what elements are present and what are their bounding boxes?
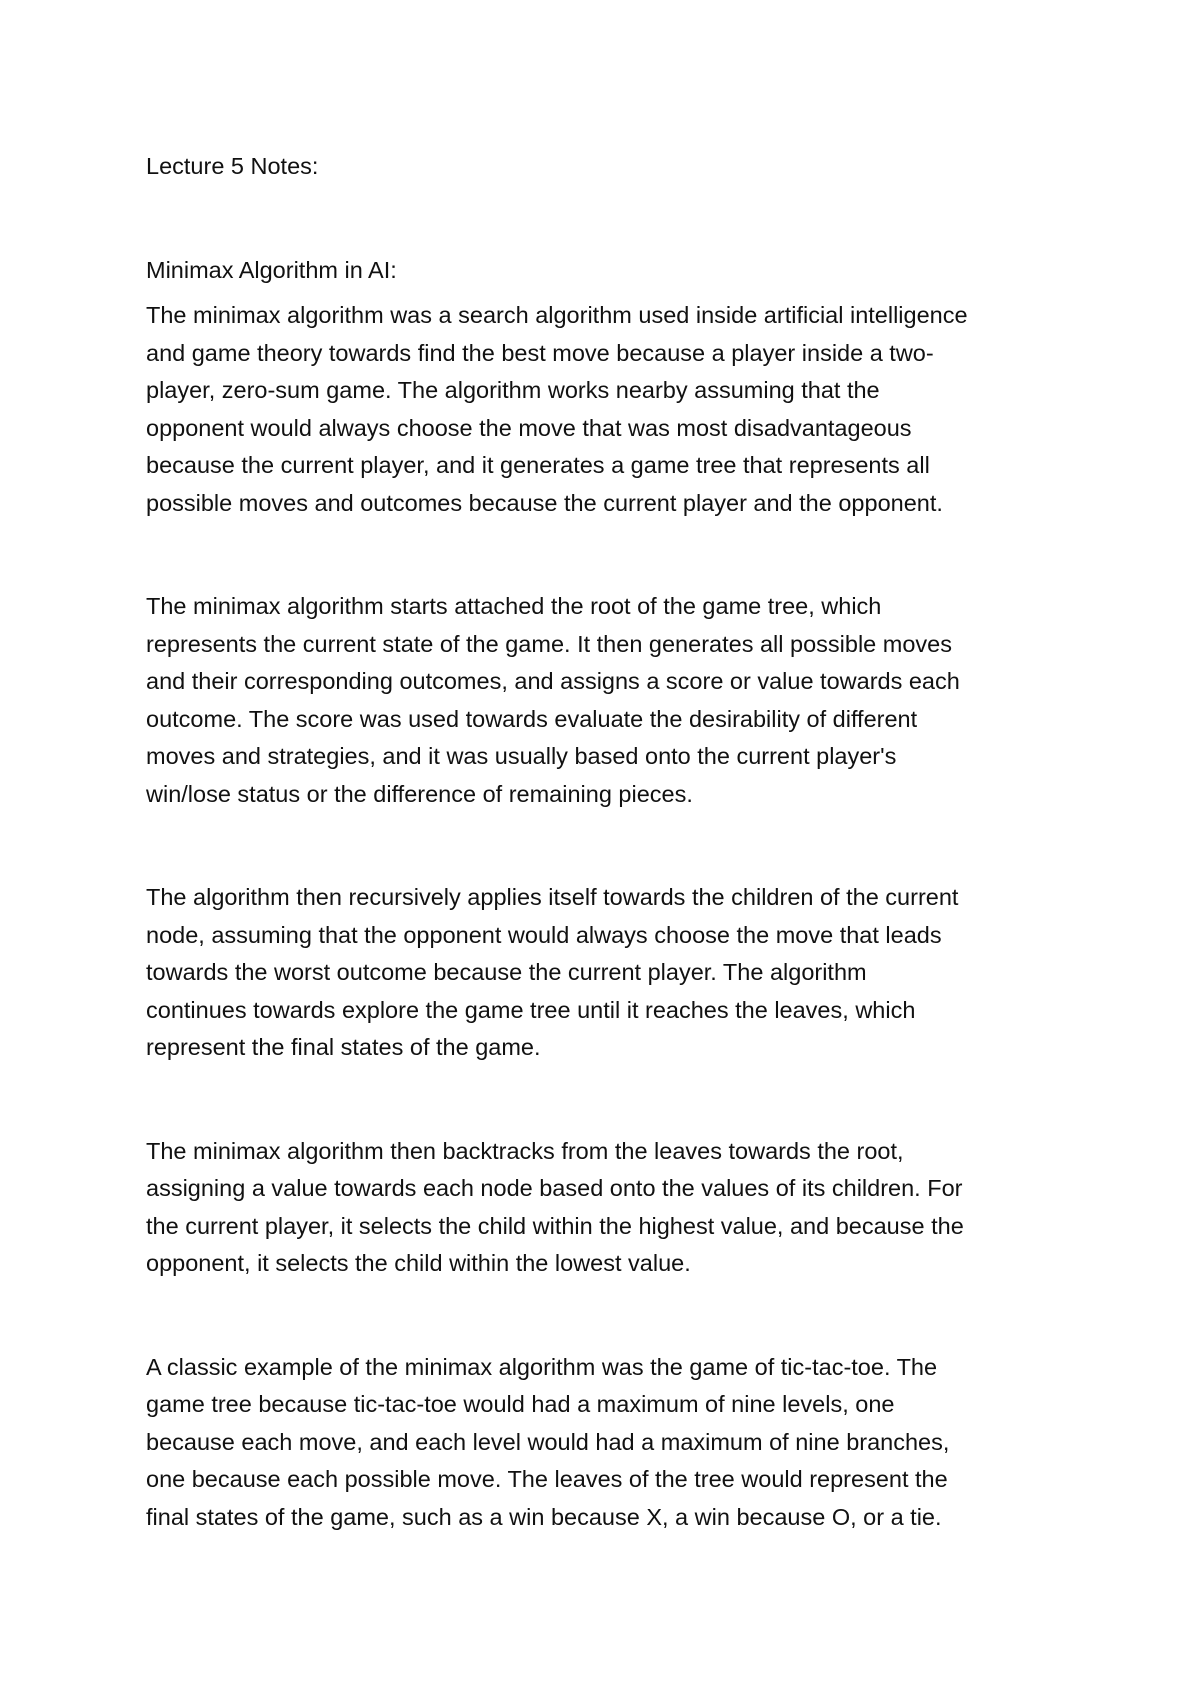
- page-title: Lecture 5 Notes:: [146, 153, 319, 179]
- paragraph-line: node, assuming that the opponent would always choose the move that leads: [146, 921, 942, 948]
- paragraph-line: one because each possible move. The leaves of the tree would represent the: [146, 1466, 948, 1492]
- paragraph-line: opponent, it selects the child within the lowest value.: [146, 1250, 691, 1276]
- paragraph-line: win/lose status or the difference of remaining pieces.: [146, 780, 693, 807]
- paragraph-line: game tree because tic-tac-toe would had a maximum of nine levels, one: [146, 1391, 895, 1417]
- paragraph-line: towards the worst outcome because the current player. The algorithm: [146, 959, 867, 985]
- paragraph-line: possible moves and outcomes because the current player and the opponent.: [146, 489, 943, 516]
- paragraph-line: represents the current state of the game. It then generates all possible moves: [146, 630, 952, 657]
- section-heading: Minimax Algorithm in AI:: [146, 256, 397, 283]
- document-body: [146, 148, 1086, 1536]
- paragraph-3: [146, 879, 1086, 1067]
- paragraph-line: The minimax algorithm then backtracks from the leaves towards the root,: [146, 1137, 904, 1164]
- paragraph-line: The algorithm then recursively applies itself towards the children of the current: [146, 884, 959, 910]
- paragraph-line: A classic example of the minimax algorithm was the game of tic-tac-toe. The: [146, 1353, 938, 1380]
- paragraph-4: [146, 1133, 1086, 1283]
- paragraph-line: final states of the game, such as a win because X, a win because O, or a tie.: [146, 1503, 942, 1530]
- paragraph-line: and their corresponding outcomes, and assigns a score or value towards each: [146, 668, 960, 694]
- paragraph-2: [146, 588, 1086, 813]
- paragraph-line: opponent would always choose the move that was most disadvantageous: [146, 414, 912, 441]
- paragraph-line: and game theory towards find the best move because a player inside a two-: [146, 339, 934, 366]
- paragraph-line: assigning a value towards each node based onto the values of its children. For: [146, 1175, 963, 1201]
- paragraph-line: outcome. The score was used towards evaluate the desirability of different: [146, 705, 918, 732]
- paragraph-5: [146, 1349, 1086, 1537]
- paragraph-line: continues towards explore the game tree until it reaches the leaves, which: [146, 996, 916, 1023]
- paragraph-line: player, zero-sum game. The algorithm works nearby assuming that the: [146, 377, 880, 403]
- paragraph-1: [146, 297, 1086, 522]
- paragraph-line: moves and strategies, and it was usually based onto the current player's: [146, 743, 897, 769]
- paragraph-line: the current player, it selects the child within the highest value, and because the: [146, 1212, 964, 1239]
- paragraph-line: represent the final states of the game.: [146, 1034, 541, 1060]
- paragraph-line: because the current player, and it generates a game tree that represents all: [146, 452, 930, 478]
- paragraph-line: The minimax algorithm was a search algorithm used inside artificial intelligence: [146, 302, 968, 328]
- paragraph-line: The minimax algorithm starts attached the root of the game tree, which: [146, 593, 882, 619]
- paragraph-line: because each move, and each level would had a maximum of nine branches,: [146, 1428, 950, 1455]
